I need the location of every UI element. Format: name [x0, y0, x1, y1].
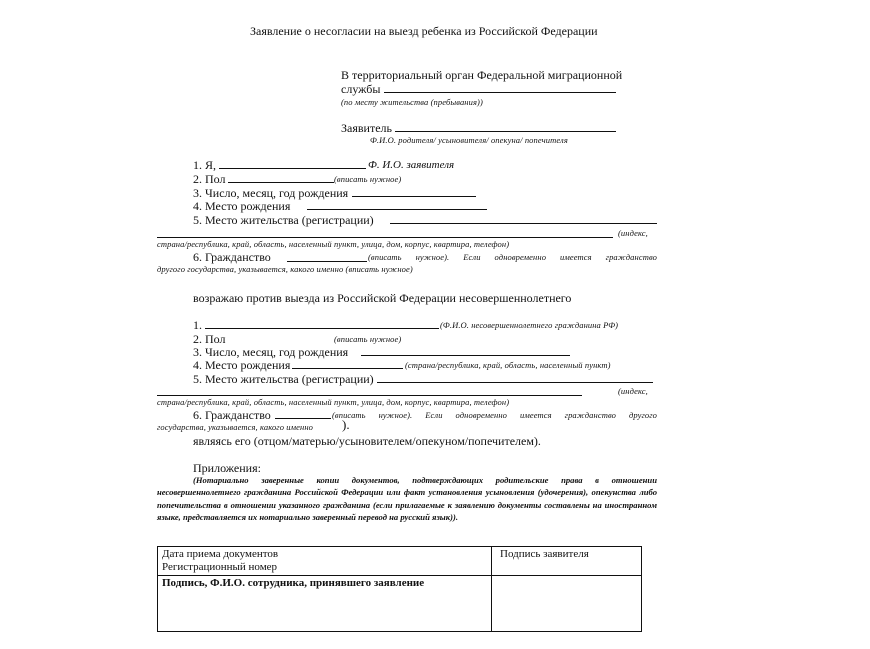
employee-signature-blank-cell[interactable] — [492, 576, 642, 632]
child-residence-field-1[interactable] — [377, 382, 653, 383]
applicant-item6-hint: (вписать нужное). Если одновременно имеется гражданство — [368, 252, 657, 262]
applicant-item1-hint: Ф. И.О. заявителя — [368, 159, 455, 171]
objection-text: возражаю против выезда из Российской Федерации несовершеннолетнего — [193, 291, 572, 305]
employee-signature-cell[interactable] — [158, 576, 492, 632]
addressee-service-label: службы — [341, 82, 381, 96]
applicant-residence-field-2[interactable] — [157, 237, 613, 238]
applicant-item5-hint-a: (индекс, — [618, 228, 648, 238]
date-regnum-cell[interactable] — [158, 547, 492, 576]
child-item6-hint2: государства, указывается, какого именно — [157, 422, 314, 432]
child-item6-label: 6. Гражданство — [193, 408, 271, 422]
attachments-text: (Нотариально заверенные копии документов, подтверждающих родительские права в отношении несовершеннолетнего гражданина Российской Федерации или факт установления усыновления (удочерения), опекунства либо попечительства в отношении указанного гражданина (если прилагаемые к заявлению документы составлены на иностранном языке, представляется их нотариально заверенный перевод на русский язык)). — [157, 475, 657, 523]
child-item5-hint-a: (индекс, — [618, 386, 648, 396]
applicant-item5-hint-b: страна/республика, край, область, населенный пункт, улица, дом, корпус, квартира, телефон) — [157, 239, 510, 249]
child-item5-hint-b: страна/республика, край, область, населенный пункт, улица, дом, корпус, квартира, телефон) — [157, 397, 510, 407]
child-birthdate-field[interactable] — [361, 355, 570, 356]
applicant-item2-label: 2. Пол — [193, 172, 226, 186]
applicant-birthdate-field[interactable] — [352, 196, 476, 197]
child-item2-hint: (вписать нужное) — [334, 334, 402, 344]
child-item1-label: 1. — [193, 318, 202, 332]
child-item4-hint: (страна/республика, край, область, населенный пункт) — [405, 360, 611, 370]
applicant-name-field[interactable] — [395, 131, 616, 132]
applicant-name-hint: Ф.И.О. родителя/ усыновителя/ опекуна/ попечителя — [370, 135, 568, 145]
child-birthplace-field[interactable] — [292, 368, 403, 369]
applicant-sex-field[interactable] — [228, 182, 334, 183]
applicant-birthplace-field[interactable] — [307, 209, 487, 210]
applicant-label: Заявитель — [341, 121, 392, 135]
attachments-heading: Приложения: — [193, 461, 261, 475]
employee-signature-label: Подпись, Ф.И.О. сотрудника, принявшего заявление — [162, 577, 425, 589]
child-item1-hint: (Ф.И.О. несовершеннолетнего гражданина РФ) — [440, 320, 619, 330]
applicant-item1-label: 1. Я, — [193, 158, 217, 172]
document-title: Заявление о несогласии на выезд ребенка из Российской Федерации — [250, 24, 598, 38]
applicant-item6-label: 6. Гражданство — [193, 250, 271, 264]
child-relation-text: являясь его (отцом/матерью/усыновителем/опекуном/попечителем). — [193, 434, 541, 448]
child-item6-close: ). — [342, 417, 350, 432]
applicant-signature-cell[interactable] — [492, 547, 642, 576]
applicant-item2-hint: (вписать нужное) — [334, 174, 402, 184]
applicant-residence-field-1[interactable] — [390, 223, 657, 224]
registration-number-label: Регистрационный номер — [162, 561, 278, 573]
date-received-label: Дата приема документов — [162, 548, 279, 560]
child-item3-label: 3. Число, месяц, год рождения — [193, 345, 349, 359]
applicant-fio-field[interactable] — [219, 168, 366, 169]
addressee-line1: В территориальный орган Федеральной миграционной — [341, 68, 623, 82]
child-item6-hint: (вписать нужное). Если одновременно имеется гражданство другого — [332, 410, 657, 420]
child-item2-label: 2. Пол — [193, 332, 226, 346]
child-fio-field[interactable] — [205, 328, 439, 329]
applicant-item6-hint2: другого государства, указывается, какого именно (вписать нужное) — [157, 264, 413, 274]
applicant-citizenship-field[interactable] — [287, 261, 367, 262]
child-citizenship-field[interactable] — [275, 418, 331, 419]
applicant-item4-label: 4. Место рождения — [193, 199, 291, 213]
applicant-signature-label: Подпись заявителя — [500, 548, 589, 560]
addressee-service-field[interactable] — [384, 92, 616, 93]
addressee-service-hint: (по месту жительства (пребывания)) — [341, 97, 483, 107]
child-residence-field-2[interactable] — [157, 395, 582, 396]
applicant-item5-label: 5. Место жительства (регистрации) — [193, 213, 374, 227]
child-item4-label: 4. Место рождения — [193, 358, 291, 372]
child-item5-label: 5. Место жительства (регистрации) — [193, 372, 374, 386]
registration-table — [157, 546, 642, 632]
applicant-item3-label: 3. Число, месяц, год рождения — [193, 186, 349, 200]
